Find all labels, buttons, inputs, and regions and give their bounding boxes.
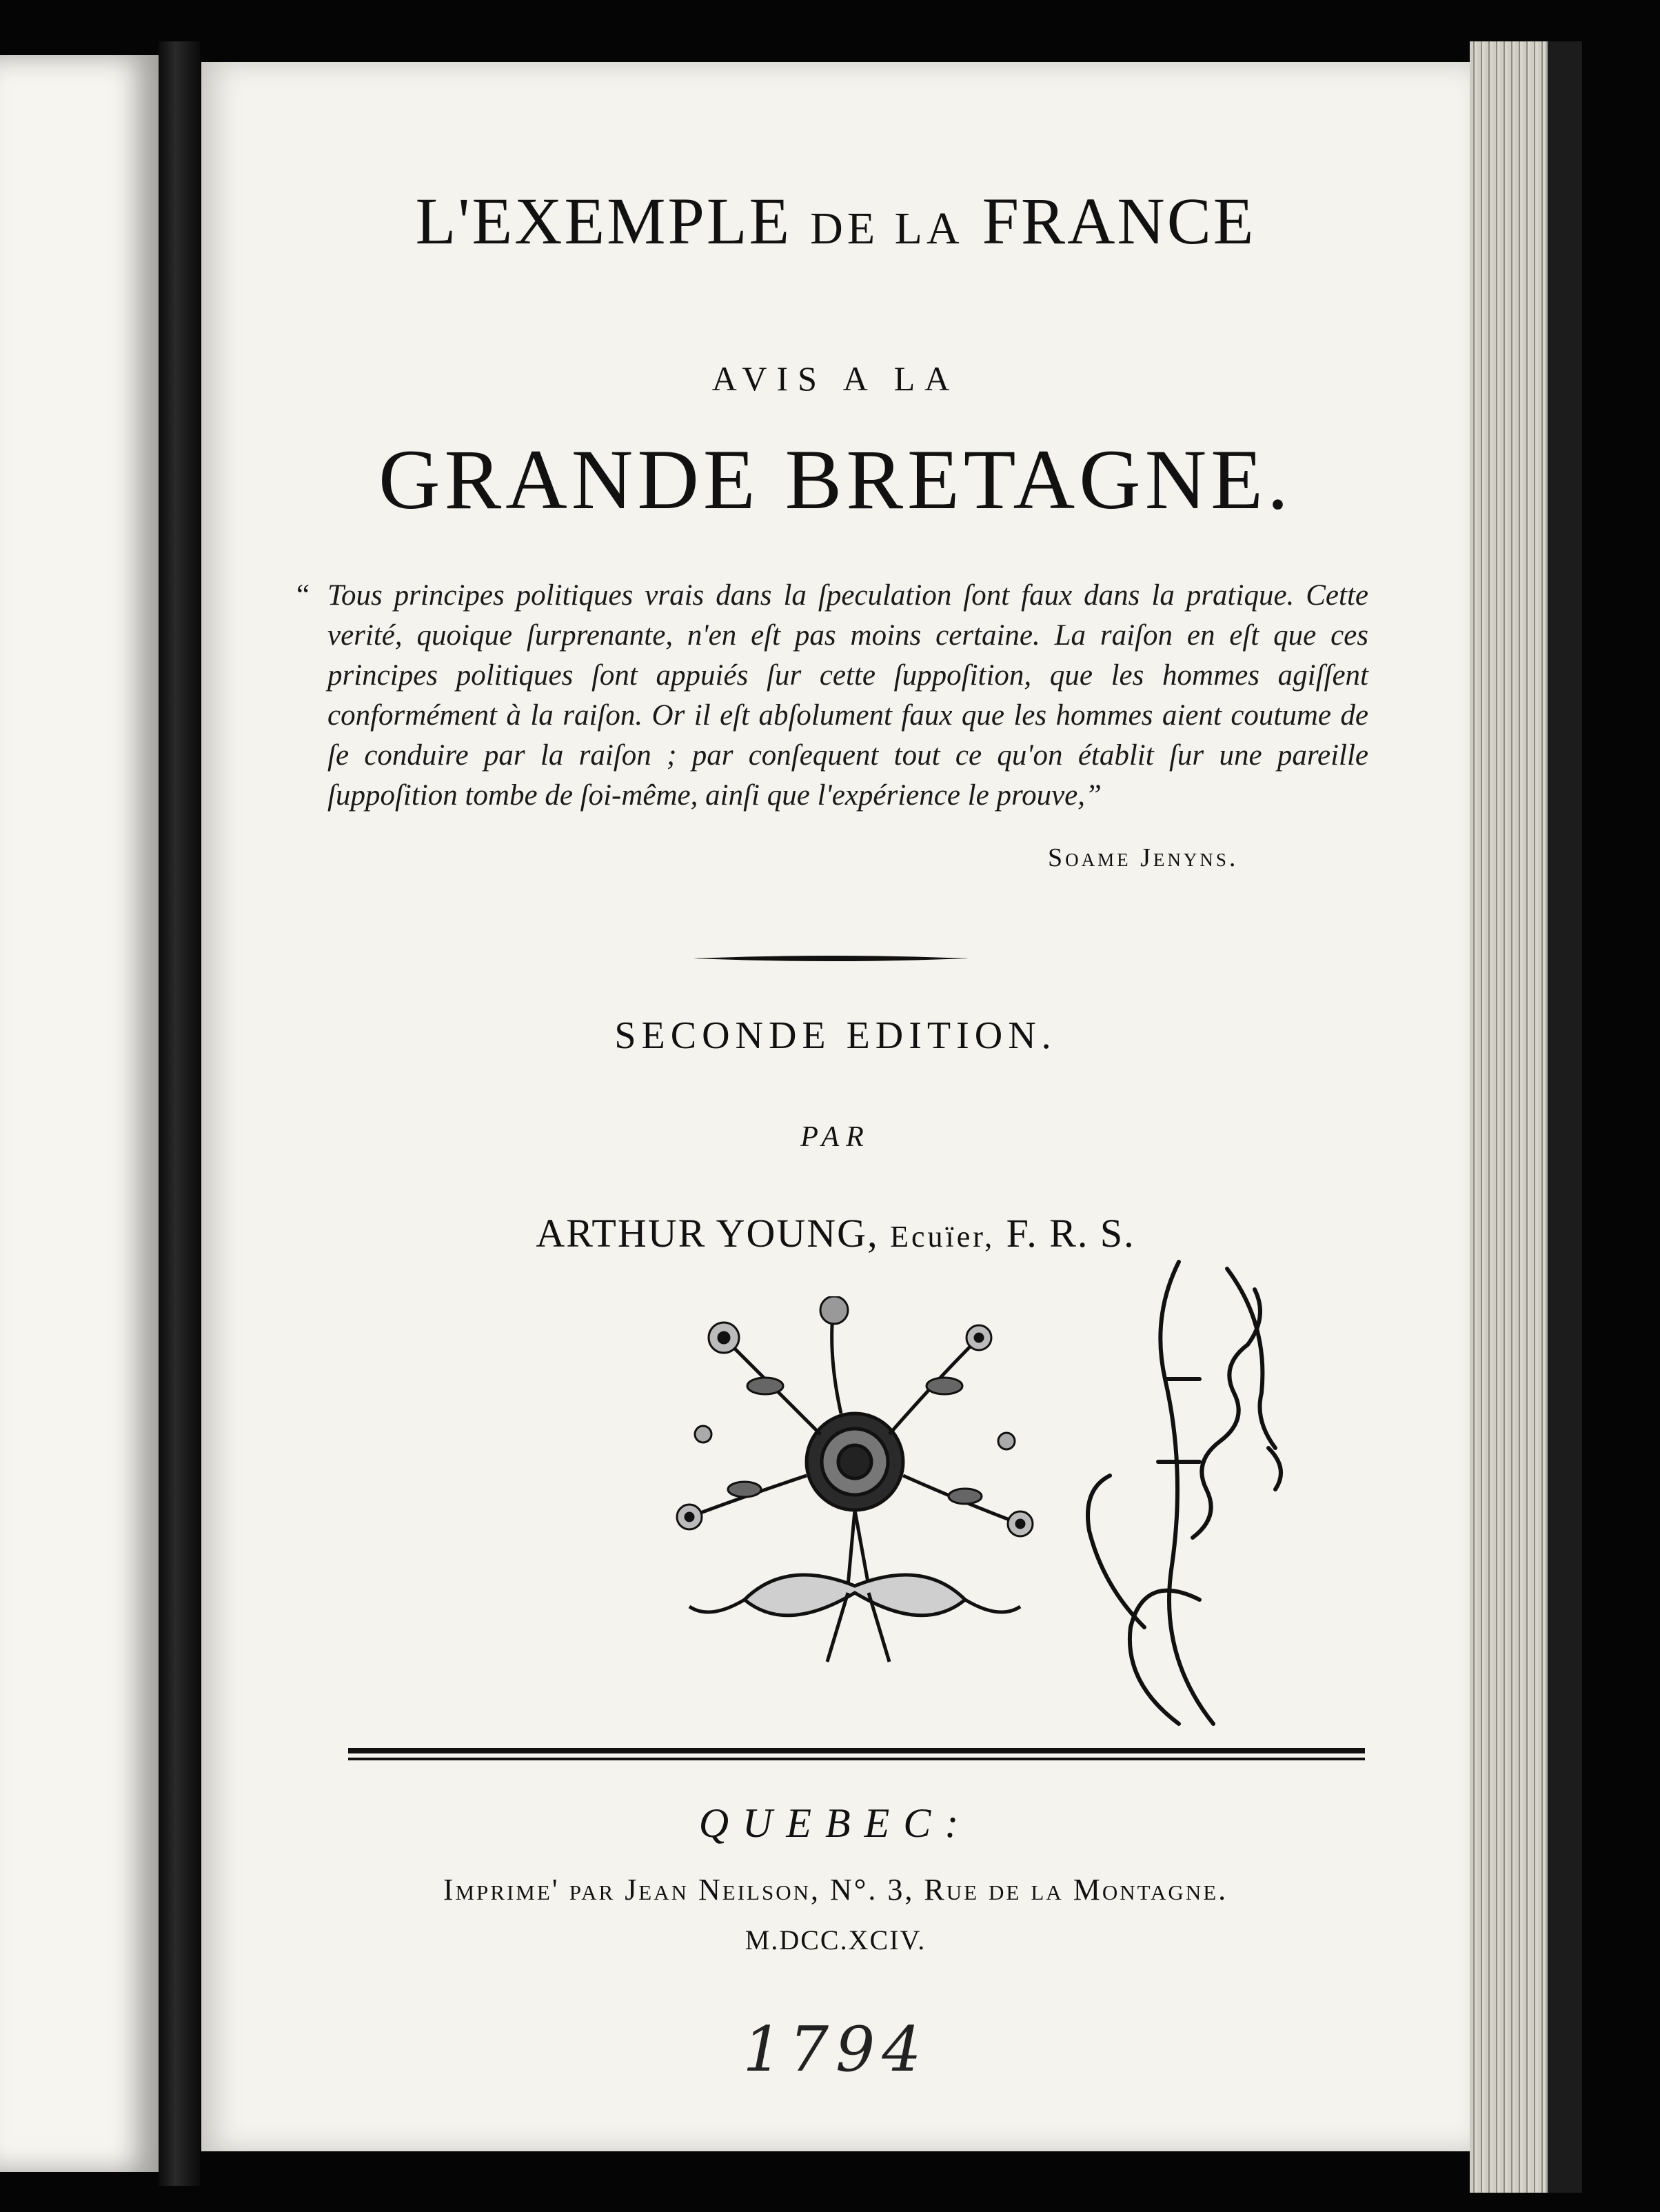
page-edges [1470, 41, 1546, 2193]
title-line-3: GRANDE BRETAGNE. [378, 432, 1293, 527]
author-name: ARTHUR YOUNG, [536, 1211, 879, 1256]
title-word-exemple: L'EXEMPLE [415, 184, 792, 258]
author-suffix: F. R. S. [1006, 1211, 1135, 1256]
handwritten-signature [1062, 1241, 1296, 1738]
imprint-year: M.DCC.XCIV. [745, 1924, 927, 1955]
book-gutter [159, 41, 200, 2186]
handwritten-year: 1794 [742, 2013, 929, 2086]
quote-open-mark: “ [296, 579, 310, 612]
imprint-printer: Imprime' par Jean Neilson, N°. 3, Rue de la Montagne. [443, 1873, 1228, 1907]
left-page [0, 55, 159, 2172]
book-cover-edge [1546, 41, 1582, 2193]
par-label: PAR [800, 1121, 871, 1153]
quote-attribution: Soame Jenyns. [1048, 843, 1239, 872]
ornamental-rule [693, 952, 969, 965]
title-line-2: AVIS A LA [711, 359, 960, 398]
title-word-france: FRANCE [982, 184, 1256, 258]
quote-text: Tous principes politiques vrais dans la ſpeculation ſont faux dans la pratique. Cette verité, quoique ſurprenante, n'en eſt pas moins certaine. La raiſon en eſt que ces principes politiques ſont appuiés ſur cette ſuppoſition, que les hommes agiſſent conformément à la raiſon. Or il eſt abſolument faux que les hommes aient coutume de ſe conduire par la raiſon ; par conſequent tout ce qu'on établit ſur une pareille ſuppoſition tombe de ſoi-même, ainſi que l'expérience le prouve,” [327, 579, 1368, 812]
floral-bouquet-ornament [662, 1296, 1048, 1669]
imprint-city: QUEBEC: [698, 1800, 973, 1846]
author-title: Ecuïer, [890, 1220, 995, 1254]
title-line-1 [201, 183, 1470, 259]
edition-statement: SECONDE EDITION. [614, 1014, 1057, 1057]
double-rule [348, 1748, 1365, 1764]
epigraph-quote [296, 576, 1368, 816]
title-words-de-la: DE LA [810, 203, 964, 254]
